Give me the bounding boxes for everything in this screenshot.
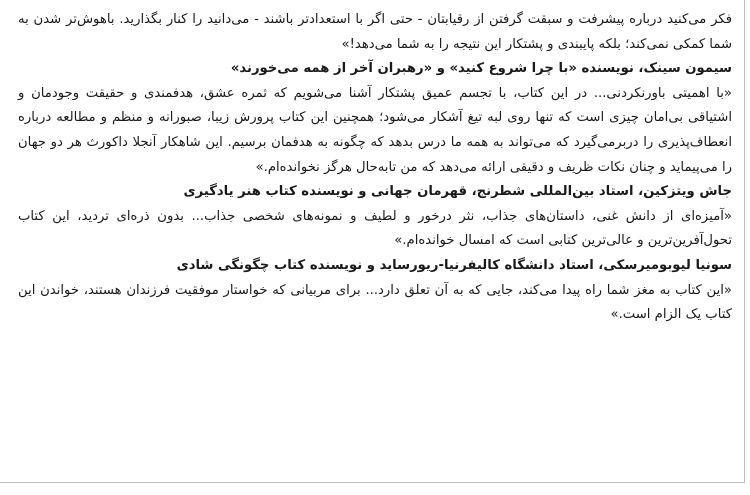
blurb-quote: «با اهمیتی باورنکردنی... در این کتاب، با تجسم عمیق پشتکار آشنا می‌شویم که ثمره عشق، هدفمندی و حقیقت وجودمان و اشتیاقی بی‌امان چیزی است که تنها روی لبه تیغ آشکار می‌شود؛ همچنین این کتاب پرورش زیبا، صبورانه و منظم و مطالعه درباره انعطاف‌پذیری را دربرمی‌گیرد که می‌تواند به همه ما درس بدهد که چگونه به هدفمان برسیم. این شاهکار آنجلا داکورث هر دو جهان را می‌پیماید و چنان نکات ظریف و دقیقی ارائه می‌دهد که من تابه‌حال هرگز نخوانده‌ام.»	[18, 85, 732, 175]
blurb-author: سونیا لیوبومیرسکی، استاد دانشگاه کالیفرنیا-ریورساید و نویسنده کتاب چگونگی شادی	[176, 257, 732, 273]
blurb-author: جاش ویتزکین، استاد بین‌المللی شطرنج، قهرمان جهانی و نویسنده کتاب هنر یادگیری	[183, 184, 732, 200]
intro-paragraph: فکر می‌کنید درباره پیشرفت و سبقت گرفتن از رقیابتان - حتی اگر با استعدادتر باشند - می‌دانید را کنار بگذارید. باهوش‌تر شدن به شما کمکی نمی‌کند؛ بلکه پایبندی و پشتکار این نتیجه را به شما می‌دهد!»	[18, 12, 732, 52]
blurb-author: سیمون سینک، نویسنده «با چرا شروع کنید» و «رهبران آخر از همه می‌خورند»	[230, 61, 732, 77]
blurb-quote: «آمیزه‌ای از دانش غنی، داستان‌های جذاب، نثر درخور و لطیف و نمونه‌های شخصی جذاب... بدون ذره‌ای تردید، این کتاب تحول‌آفرین‌ترین و عالی‌ترین کتابی است که امسال خوانده‌ام.»	[18, 208, 732, 249]
blurb-quote: «این کتاب به مغز شما راه پیدا می‌کند، جایی که به آن تعلق دارد... برای مربیانی که خواستار موفقیت فرزندان هستند، خواندن این کتاب یک الزام است.»	[18, 282, 732, 323]
document-page	[18, 8, 732, 328]
